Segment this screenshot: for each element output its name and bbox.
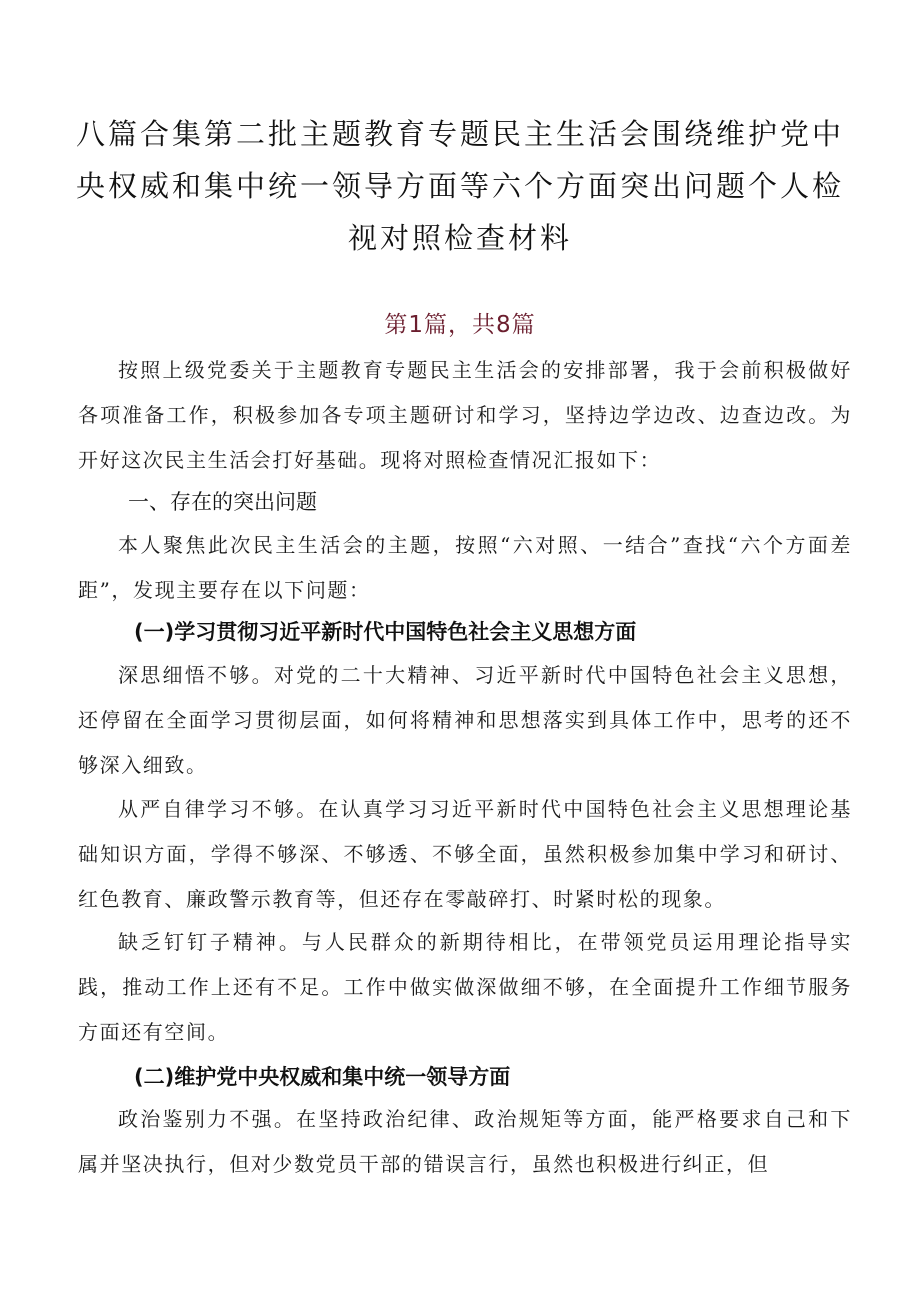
section-intro-paragraph: 本人聚焦此次民主生活会的主题，按照“六对照、一结合”查找“六个方面差距”，发现主要存在以下问题： <box>78 533 852 602</box>
article-counter: 第1篇，共8篇 <box>384 312 536 338</box>
subsection-1-paragraph-1: 深思细悟不够。对党的二十大精神、习近平新时代中国特色社会主义思想，还停留在全面学习贯彻层面，如何将精神和思想落实到具体工作中，思考的还不够深入细致。 <box>78 663 852 777</box>
document-title: 八篇合集第二批主题教育专题民主生活会围绕维护党中央权威和集中统一领导方面等六个方面突出问题个人检视对照检查材料 <box>75 117 844 255</box>
intro-paragraph: 按照上级党委关于主题教育专题民主生活会的安排部署，我于会前积极做好各项准备工作，积极参加各专项主题研讨和学习，坚持边学边改、边查边改。为开好这次民主生活会打好基础。现将对照检查情况汇报如下： <box>78 358 852 472</box>
subsection-1-paragraph-3: 缺乏钉钉子精神。与人民群众的新期待相比，在带领党员运用理论指导实践，推动工作上还有不足。工作中做实做深做细不够，在全面提升工作细节服务方面还有空间。 <box>78 930 852 1044</box>
section-heading-problems: 一、存在的突出问题 <box>128 490 317 514</box>
subsection-heading-1: (一)学习贯彻习近平新时代中国特色社会主义思想方面 <box>134 620 637 644</box>
subsection-1-paragraph-2: 从严自律学习不够。在认真学习习近平新时代中国特色社会主义思想理论基础知识方面，学得不够深、不够透、不够全面，虽然积极参加集中学习和研讨、红色教育、廉政警示教育等，但还存在零敲碎打、时紧时松的现象。 <box>78 797 852 911</box>
subsection-2-paragraph-1: 政治鉴别力不强。在坚持政治纪律、政治规矩等方面，能严格要求自己和下属并坚决执行，但对少数党员干部的错误言行，虽然也积极进行纠正，但 <box>78 1107 852 1176</box>
subsection-heading-2: (二)维护党中央权威和集中统一领导方面 <box>134 1065 511 1089</box>
